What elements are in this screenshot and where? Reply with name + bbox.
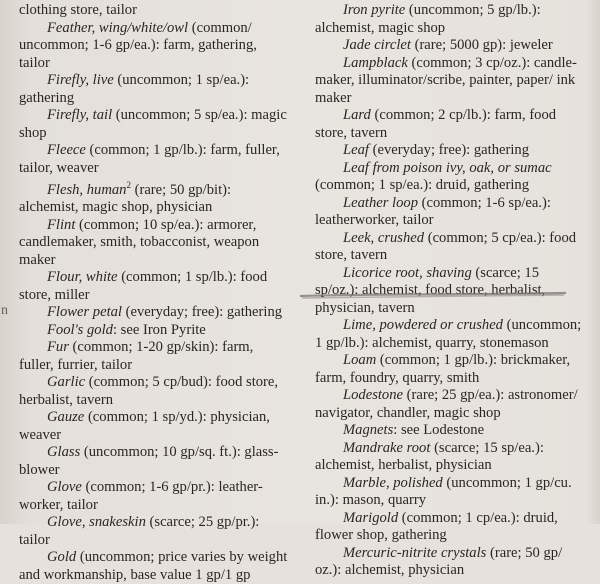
entry-term: Lodestone xyxy=(343,387,403,403)
entry-term: Marble, polished xyxy=(343,474,443,491)
entry-term: Licorice root, shaving xyxy=(343,264,472,281)
index-entry xyxy=(315,422,583,440)
index-entry xyxy=(19,142,289,177)
entry-term: Flesh, human xyxy=(47,181,127,198)
entry-term: Glove xyxy=(47,479,82,496)
entry-term: Fur xyxy=(47,339,69,356)
entry-term: Magnets xyxy=(343,422,394,438)
entry-term: Mandrake root xyxy=(343,439,431,456)
page-edge-shadow xyxy=(586,0,600,524)
index-entry xyxy=(19,2,289,20)
entry-term: Feather, wing/white/owl xyxy=(47,19,189,36)
entry-details: (common; 5 cp/ea.): food store, tavern xyxy=(315,229,577,263)
entry-details: (common; 1 sp/lb.): food store, miller xyxy=(19,269,268,303)
margin-mark: n xyxy=(1,303,8,318)
index-entry xyxy=(315,230,583,265)
entry-details: : see Iron Pyrite xyxy=(112,321,206,338)
index-entry xyxy=(315,142,583,160)
index-entry xyxy=(19,479,289,514)
entry-details: (common; 1 cp/ea.): druid, flower shop, gathering xyxy=(315,509,558,543)
entry-term: Flint xyxy=(47,216,76,233)
entry-details: (common; 1-6 gp/pr.): leather-worker, tailor xyxy=(19,479,263,513)
index-entry xyxy=(315,510,583,545)
index-entry xyxy=(19,20,289,73)
entry-details: (uncommon; 1 gp/lb.): alchemist, quarry, stonemason xyxy=(315,317,582,351)
entry-term: Marigold xyxy=(343,509,399,526)
right-column xyxy=(315,2,583,580)
entry-details: (scarce; 25 gp/pr.): tailor xyxy=(19,514,260,548)
entry-term: Leek, crushed xyxy=(343,229,425,246)
entry-details: (uncommon; 1 gp/cu. in.): mason, quarry xyxy=(315,474,572,508)
entry-details: (scarce; 15 sp/ea.): alchemist, herbalist, physician xyxy=(315,439,544,473)
index-entry xyxy=(19,107,289,142)
entry-details: (common; 10 sp/ea.): armorer, candlemaker, smith, tobacconist, weapon maker xyxy=(19,216,260,268)
index-entry xyxy=(19,374,289,409)
entry-details: (common; 1 sp/ea.): druid, gathering xyxy=(315,177,529,193)
index-entry xyxy=(19,304,289,322)
entry-term: Lampblack xyxy=(343,54,408,71)
entry-term: Gold xyxy=(47,549,77,566)
entry-details: (common; 1 gp/lb.): brickmaker, farm, foundry, quarry, smith xyxy=(315,352,571,386)
entry-details: clothing store, tailor xyxy=(19,2,137,18)
entry-term: Iron pyrite xyxy=(343,2,406,18)
index-entry xyxy=(315,55,583,108)
entry-details: : see Lodestone xyxy=(393,422,485,438)
entry-term: Loam xyxy=(343,352,377,368)
index-entry xyxy=(19,549,289,584)
left-column xyxy=(19,2,289,584)
entry-term: Lard xyxy=(343,107,371,123)
entry-term: Fleece xyxy=(47,142,86,158)
entry-details: (common/ uncommon; 1-6 gp/ea.): farm, gathering, tailor xyxy=(19,19,257,71)
index-entry xyxy=(315,107,583,142)
index-entry xyxy=(19,322,289,340)
entry-details: (common; 1-6 sp/ea.): leatherworker, tailor xyxy=(315,194,551,228)
entry-details: (rare; 50 gp/ oz.): alchemist, physician xyxy=(315,544,563,578)
entry-details: (common; 1 sp/yd.): physician, weaver xyxy=(19,409,270,443)
index-entry xyxy=(19,217,289,270)
entry-details: (uncommon; 10 gp/sq. ft.): glass-blower xyxy=(19,444,279,478)
entry-term: Flower petal xyxy=(47,304,122,321)
index-entry xyxy=(315,352,583,387)
entry-details: (rare; 5000 gp): jeweler xyxy=(410,37,553,53)
entry-term: Firefly, live xyxy=(47,72,114,88)
index-entry xyxy=(315,317,583,352)
index-entry xyxy=(19,72,289,107)
index-entry xyxy=(19,514,289,549)
entry-details: (scarce; 15 sp/oz.): alchemist, food store, herbalist, physician, tavern xyxy=(315,264,546,316)
entry-term: Garlic xyxy=(47,374,86,391)
index-entry xyxy=(315,440,583,475)
entry-term: Jade circlet xyxy=(343,37,411,53)
index-entry xyxy=(19,269,289,304)
entry-details: (uncommon; price varies by weight and workmanship, base value 1 gp/1 gp xyxy=(19,549,288,583)
entry-details: (uncommon; 5 sp/ea.): magic shop xyxy=(19,107,287,141)
entry-term: Glass xyxy=(47,444,81,461)
index-entry xyxy=(315,160,583,195)
entry-term: Flour, white xyxy=(47,269,118,286)
index-entry xyxy=(315,2,583,37)
entry-details: (common; 1 gp/lb.): farm, fuller, tailor, weaver xyxy=(19,142,280,176)
entry-details: (common; 2 cp/lb.): farm, food store, tavern xyxy=(315,107,557,141)
entry-term: Leather loop xyxy=(343,194,418,211)
index-entry xyxy=(19,339,289,374)
index-entry xyxy=(315,37,583,55)
entry-details: (uncommon; 5 gp/lb.): alchemist, magic shop xyxy=(315,2,541,36)
index-entry xyxy=(19,444,289,479)
entry-term: Lime, powdered or crushed xyxy=(343,317,503,333)
entry-details: (uncommon; 1 sp/ea.): gathering xyxy=(19,72,250,106)
entry-term: Gauze xyxy=(47,409,85,426)
entry-term: Fool's gold xyxy=(47,321,113,338)
index-entry xyxy=(19,409,289,444)
entry-details: (rare; 25 gp/ea.): astronomer/ navigator, chandler, magic shop xyxy=(315,387,578,421)
entry-details: (common; 3 cp/oz.): candle-maker, illuminator/scribe, painter, paper/ ink maker xyxy=(315,54,577,106)
entry-details: (everyday; free): gathering xyxy=(368,142,529,158)
entry-term: Firefly, tail xyxy=(47,107,113,123)
entry-details: (common; 1-20 gp/skin): farm, fuller, furrier, tailor xyxy=(19,339,254,373)
index-entry xyxy=(315,475,583,510)
entry-term: Mercuric-nitrite crystals xyxy=(343,544,487,561)
index-entry xyxy=(315,265,583,318)
entry-term: Leaf xyxy=(343,142,369,158)
index-entry xyxy=(315,195,583,230)
index-entry xyxy=(315,545,583,580)
footnote-marker: 2 xyxy=(126,180,131,190)
entry-term: Glove, snakeskin xyxy=(47,514,146,531)
entry-term: Leaf from poison ivy, oak, or sumac xyxy=(343,159,552,176)
entry-details: (rare; 50 gp/bit): alchemist, magic shop, physician xyxy=(19,181,232,216)
entry-details: (everyday; free): gathering xyxy=(122,304,283,321)
index-entry xyxy=(315,387,583,422)
entry-details: (common; 5 cp/bud): food store, herbalist, tavern xyxy=(19,374,279,408)
index-entry xyxy=(19,177,289,217)
